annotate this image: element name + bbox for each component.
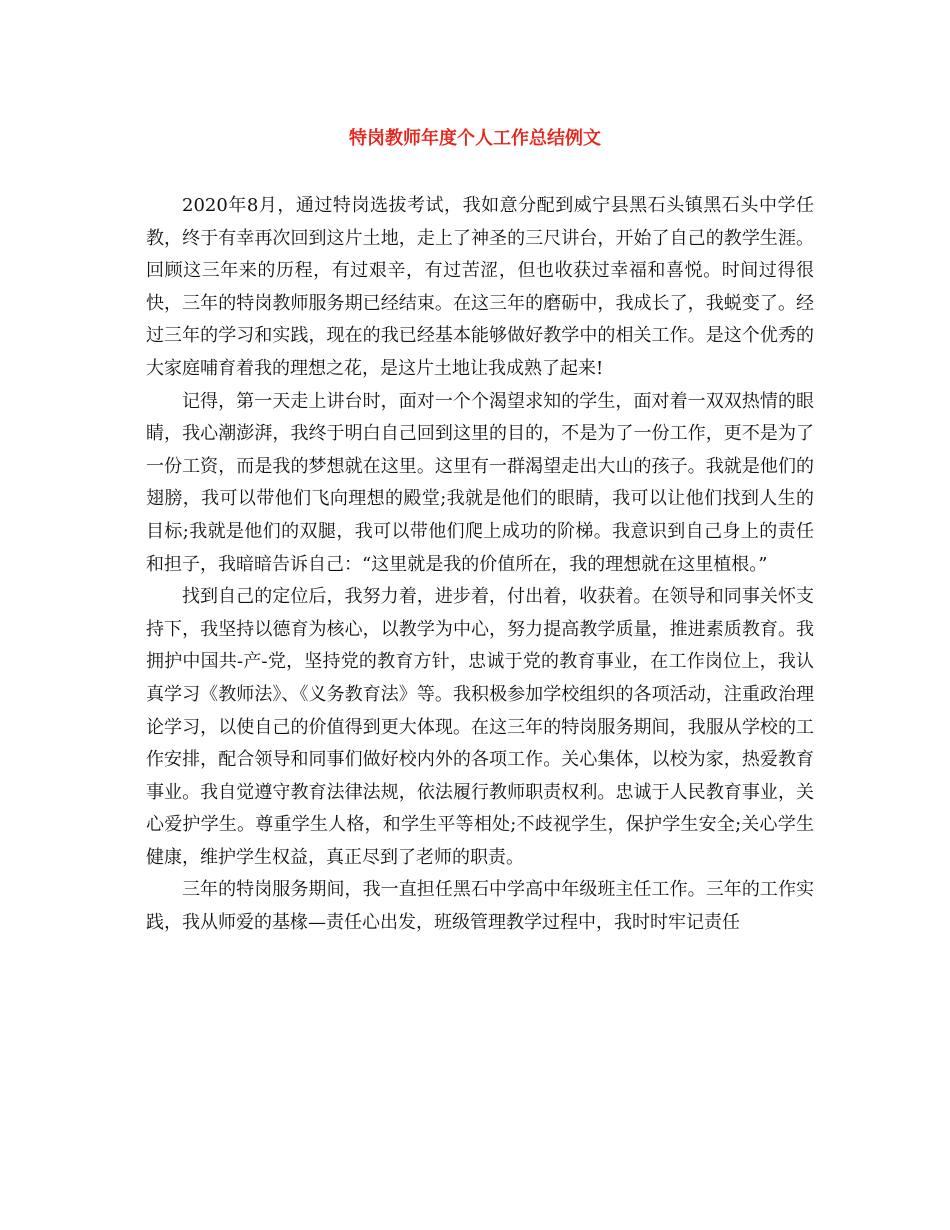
paragraph: 2020年8月，通过特岗选拔考试，我如意分配到威宁县黑石头镇黑石头中学任教，终于有幸再次回到这片土地，走上了神圣的三尺讲台，开始了自己的教学生涯。回顾这三年来的历程，有过艰辛，有过苦涩，但也收获过幸福和喜悦。时间过得很快，三年的特岗教师服务期已经结束。在这三年的磨砺中，我成长了，我蜕变了。经过三年的学习和实践，现在的我已经基本能够做好教学中的相关工作。是这个优秀的大家庭哺育着我的理想之花，是这片土地让我成熟了起来! — [146, 195, 814, 379]
document-body — [146, 190, 814, 940]
paragraph: 找到自己的定位后，我努力着，进步着，付出着，收获着。在领导和同事关怀支持下，我坚持以德育为核心，以教学为中心，努力提高教学质量，推进素质教育。我拥护中国共-产-党，坚持党的教育方针，忠诚于党的教育事业，在工作岗位上，我认真学习《教师法》、《义务教育法》等。我积极参加学校组织的各项活动，注重政治理论学习，以使自己的价值得到更大体现。在这三年的特岗服务期间，我服从学校的工作安排，配合领导和同事们做好校内外的各项工作。关心集体，以校为家，热爱教育事业。我自觉遵守教育法律法规，依法履行教师职责权利。忠诚于人民教育事业，关心爱护学生。尊重学生人格，和学生平等相处;不歧视学生，保护学生安全;关心学生健康，维护学生权益，真正尽到了老师的职责。 — [146, 586, 814, 868]
paragraph: 记得，第一天走上讲台时，面对一个个渴望求知的学生，面对着一双双热情的眼睛，我心潮澎湃，我终于明白自己回到这里的目的，不是为了一份工作，更不是为了一份工资，而是我的梦想就在这里。这里有一群渴望走出大山的孩子。我就是他们的翅膀，我可以带他们飞向理想的殿堂;我就是他们的眼睛，我可以让他们找到人生的目标;我就是他们的双腿，我可以带他们爬上成功的阶梯。我意识到自己身上的责任和担子，我暗暗告诉自己：“这里就是我的价值所在，我的理想就在这里植根。” — [146, 390, 814, 575]
document-title: 特岗教师年度个人工作总结例文 — [349, 128, 601, 149]
paragraph: 三年的特岗服务期间，我一直担任黑石中学高中年级班主任工作。三年的工作实践，我从师爱的基椽—责任心出发，班级管理教学过程中，我时时牢记责任 — [146, 879, 814, 934]
